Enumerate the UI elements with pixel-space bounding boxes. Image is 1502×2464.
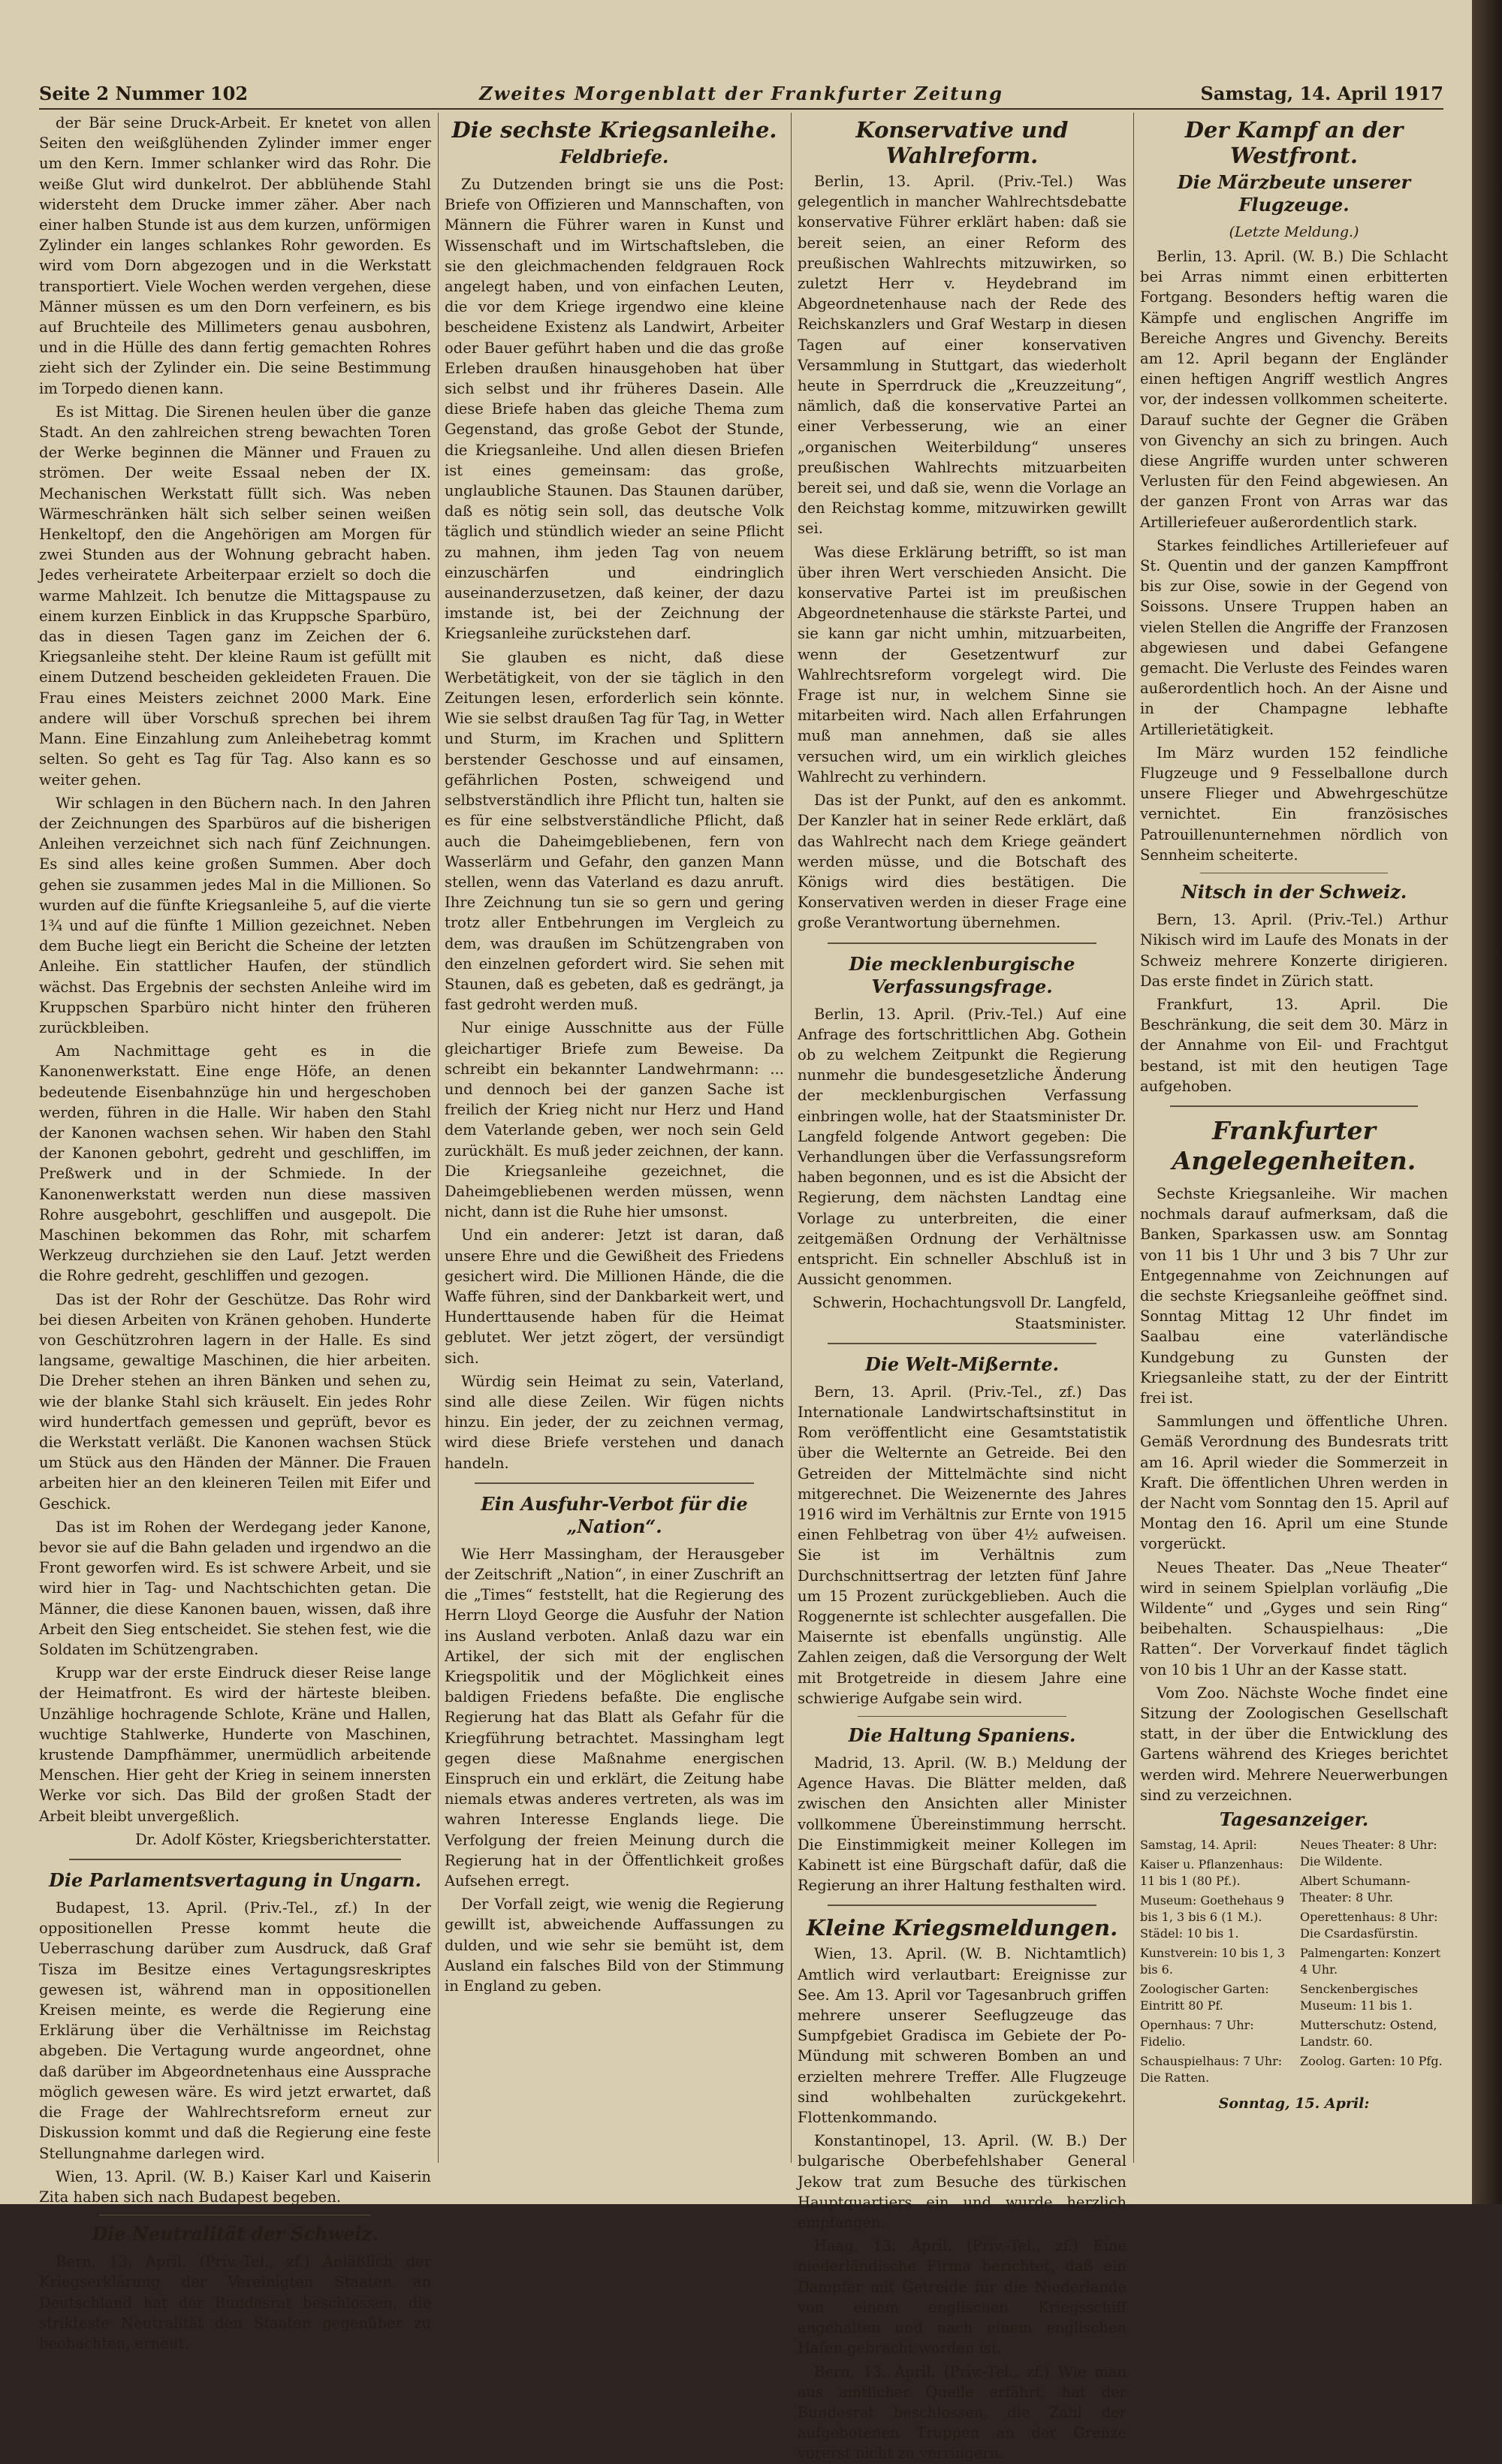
- article-headline: Die Parlamentsvertagung in Ungarn.: [49, 1869, 421, 1892]
- article-text: Neues Theater. Das „Neue Theater“ wird in seinem Spielplan vorläufig „Die Wildente“ und „Gyges und sein Ring“ beibehalten. Schauspielhaus: „Die Ratten“. Der Vorverkauf findet täglich von 10 bis 1 Uhr an der Kasse statt.: [1140, 1558, 1448, 1678]
- listing-item: Neues Theater: 8 Uhr: Die Wildente.: [1300, 1838, 1437, 1869]
- section-headline: Frankfurter Angelegenheiten.: [1172, 1115, 1416, 1175]
- listing-item: Zoolog. Garten: 10 Pfg.: [1300, 2054, 1443, 2069]
- article-text: Berlin, 13. April. (W. B.) Die Schlacht bei Arras nimmt einen erbitterten Fortgang. Besonders heftig waren die Kämpfe und englischen Angriffe im Bereiche Angres und Givenchy. Bereits am 12. April begann der Engländer einen heftigen Angriff westlich Angres vor, der indessen vollkommen scheiterte. Darauf suchte der Gegner die Gräben von Givenchy an sich zu bringen. Auch diese Angriffe wurden unter schweren Verlusten für den Feind abgewiesen. An der ganzen Front von Arras war das Artilleriefeuer außerordentlich stark.: [1140, 248, 1448, 531]
- article-signature: Dr. Adolf Köster, Kriegsberichterstatter.: [135, 1830, 431, 1848]
- page-header: [39, 81, 1443, 110]
- article-headline: Die Haltung Spaniens.: [848, 1724, 1076, 1747]
- article-headline: Konservative und Wahlreform.: [855, 117, 1069, 168]
- article-text: Bern, 13. April. (Priv.-Tel., zf.) Anläßlich der Kriegserklärung der Vereinigten Staaten an Deutschland hat der Bundesrat beschlossen, die strikteste Neutralität den Staaten gegenüber zu beobachten, erneut.: [39, 2253, 431, 2352]
- listing-item: Operettenhaus: 8 Uhr: Die Csardasfürstin.: [1300, 1910, 1438, 1941]
- listing-item: Kunstverein: 10 bis 1, 3 bis 6.: [1140, 1946, 1286, 1977]
- article-headline: Die mecklenburgische Verfassungsfrage.: [849, 952, 1075, 997]
- article-divider: [475, 1482, 754, 1484]
- article-headline: Die sechste Kriegsanleihe.: [451, 117, 777, 143]
- article-text: Berlin, 13. April. (Priv.-Tel.) Was gelegentlich in mancher Wahlrechtsdebatte konservative Führer erklärt haben: daß sie bereit seien, an einer Reform des preußischen Wahlrechts mitzuwirken, so zuletzt Herr v. Heydebrand im Abgeordnetenhause nach der Rede des Reichskanzlers und Graf Westarp in diesen Tagen auf einer konservativen Versammlung in Stuttgart, das wiederholt heute in Sperrdruck die „Kreuzzeitung“, nämlich, daß die konservative Partei an einer Verbesserung, wie an einer „organischen Weiterbildung“ unseres preußischen Wahlrechts mitzuarbeiten bereit sei, und daß sie, wenn die Vorlage an den Reichstag komme, mitzuwirken gewillt sei.: [798, 173, 1126, 538]
- listing-item: Schauspielhaus: 7 Uhr: Die Ratten.: [1140, 2054, 1283, 2086]
- article-text: Der Vorfall zeigt, wie wenig die Regierung gewillt ist, abweichende Auffassungen zu dulden, und wie sehr sie bemüht ist, dem Ausland ein falsches Bild von der Stimmung in England zu geben.: [445, 1896, 784, 1995]
- article-text: Und ein anderer: Jetzt ist daran, daß unsere Ehre und die Gewißheit des Friedens gesichert wird. Die Millionen Hände, die die Waffe führen, sind der Dankbarkeit wert, und Hunderttausende haben für die Heimat geblutet. Wer jetzt zögert, der versündigt sich.: [445, 1226, 784, 1367]
- listing-day-heading: Sonntag, 15. April:: [1218, 2095, 1370, 2113]
- column-3: [798, 113, 1126, 2462]
- article-text: Sammlungen und öffentliche Uhren. Gemäß Verordnung des Bundesrats tritt am 16. April wieder die Sommerzeit in Kraft. Die öffentlichen Uhren werden in der Nacht vom Sonntag den 15. April auf Montag den 16. April um eine Stunde vorgerückt.: [1140, 1413, 1448, 1553]
- article-divider: [858, 1716, 1066, 1717]
- article-text: Krupp war der erste Eindruck dieser Reise lange der Heimatfront. Es wird der härteste bleiben. Unzählige hochragende Schlote, Kräne und Hallen, wuchtige Stahlwerke, Hunderte von Maschinen, krustende Dampfhämmer, unermüdlich arbeitende Menschen. Hier geht der Krieg in seinem innersten Werke vor sich. Das Bild der großen Stadt der Arbeit bleibt unvergeßlich.: [39, 1664, 431, 1825]
- column-2: [445, 113, 784, 2163]
- article-text: Budapest, 13. April. (Priv.-Tel., zf.) In der oppositionellen Presse kommt heute die Ueberraschung darüber zum Ausdruck, daß Graf Tisza im Besitze eines Vertagungsreskriptes gewesen ist, während man in oppositionellen Kreisen meinte, es werde die Regierung eine Erklärung über die Verhältnisse im Reichstag abgeben. Die Vertagung wurde angeordnet, ohne daß darüber im Abgeordnetenhaus eine Aussprache möglich gewesen wäre. Es wird jetzt erwartet, daß die Frage der Wahlrechtsreform erneut zur Diskussion kommt und daß die Regierung eine feste Stellungnahme darlegen wird.: [39, 1899, 431, 2162]
- article-headline: Tagesanzeiger.: [1219, 1808, 1369, 1831]
- article-text: Bern, 13. April. (Priv.-Tel., zf.) Das Internationale Landwirtschaftsinstitut in Rom veröffentlicht eine Gesamtstatistik über die Welternte an Getreide. Bei den Getreiden der Mittelmächte sind nicht mitgerechnet. Die Weizenernte des Jahres 1916 wird im Verhältnis zur Ernte von 1915 einen Fehlbetrag von über 4½ aufweisen. Sie ist im Verhältnis zum Durchschnittsertrag der letzten fünf Jahre um 15 Prozent zurückgeblieben. Auch die Roggenernte ist schlechter ausgefallen. Die Maisernte ist ebenfalls ungünstig. Alle Zahlen zeigen, daß die Versorgung der Welt mit Brotgetreide in diesem Jahre eine schwierige Aufgabe sein wird.: [798, 1383, 1126, 1707]
- article-text: Das ist der Punkt, auf den es ankommt. Der Kanzler hat in seiner Rede erklärt, daß das Wahlrecht nach dem Kriege geändert werden müsse, und die Botschaft des Königs wird dies bestätigen. Die Konservativen werden in dieser Frage eine große Verantwortung übernehmen.: [798, 792, 1126, 932]
- article-text: Das ist im Rohen der Werdegang jeder Kanone, bevor sie auf die Bahn geladen und irgendwo an die Front geworfen wird. Es ist schwere Arbeit, und sie wird hier in Tag- und Nachtschichten getan. Die Männer, die diese Kanonen bauen, wissen, daß ihre Arbeit den Sieg entscheidet. Sie stehen fest, wie die Soldaten im Schützengraben.: [39, 1518, 431, 1659]
- column-4: [1140, 113, 1448, 2163]
- article-text: Wien, 13. April. (W. B.) Kaiser Karl und Kaiserin Zita haben sich nach Budapest begeben.: [39, 2167, 431, 2206]
- article-text: Nur einige Ausschnitte aus der Fülle gleichartiger Briefe zum Beweise. Da schreibt ein bekannter Landwehrmann: ... und dennoch bei der ganzen Sache ist freilich der Krieg nicht nur Herz und Hand dem Vaterlande geben, wer noch sein Geld zurückhält. Es muß jeder zeichnen, der kann. Die Kriegsanleihe gezeichnet, die Daheimgebliebenen werden müssen, wenn nicht, dann ist die Ruhe hier umsonst.: [445, 1019, 784, 1221]
- article-text: Haag, 13. April. (Priv.-Tel., zf.) Eine niederländische Firma berichtet, daß ein Dampfer mit Getreide für die Niederlande von einem englischen Kriegsschiff angehalten und nach einem englischen Hafen gebracht worden ist.: [798, 2237, 1126, 2357]
- article-divider: [828, 1343, 1096, 1344]
- article-divider: [69, 1859, 401, 1860]
- article-note: (Letzte Meldung.): [1229, 224, 1359, 240]
- column-1: [39, 113, 431, 2352]
- page-date: Samstag, 14. April 1917: [1200, 83, 1443, 104]
- listing-item: Albert Schumann-Theater: 8 Uhr.: [1300, 1874, 1410, 1905]
- column-rule: [791, 113, 792, 2163]
- article-text: Am Nachmittage geht es in die Kanonenwerkstatt. Eine enge Höfe, an denen bedeutende Eisenbahnzüge hin und hergeschoben werden, führen in die Halle. Wir haben den Stahl der Kanonen wachsen sehen. Wir haben den Stahl der Kanonen gebohrt, gedreht und geschliffen, im Preßwerk und in der Schmiede. In der Kanonenwerkstatt werden nun diese massiven Rohre ausgebohrt, geschliffen und ausgepolt. Die Maschinen bekommen das Rohr, mit scharfem Werkzeug durchziehen sie den Lauf. Jetzt werden die Rohre gedreht, geschliffen und gezogen.: [39, 1042, 431, 1285]
- listing-item: Palmengarten: Konzert 4 Uhr.: [1300, 1946, 1441, 1977]
- listing-item: Opernhaus: 7 Uhr: Fidelio.: [1140, 2018, 1254, 2049]
- page-edge-shadow: [1472, 0, 1502, 2204]
- listing-item: Senckenbergisches Museum: 11 bis 1.: [1300, 1982, 1419, 2013]
- article-text: Wir schlagen in den Büchern nach. In den Jahren der Zeichnungen des Sparbüros auf die bisherigen Anleihen verzeichnet sich nach fünf Zeichnungen. Es sind alles keine großen Summen. Aber doch gehen sie zusammen jedes Mal in die Millionen. So wurden auf die fünfte Kriegsanleihe 5, auf die vierte 1¾ und auf die fünfte 1 Million gezeichnet. Neben dem Buche liegt ein Bericht die Scheine der letzten Anleihe. Ein stattlicher Haufen, der stündlich wächst. Das Ergebnis der sechsten Anleihe wird im Kruppschen Sparbüro nicht hinter den früheren zurückbleiben.: [39, 794, 431, 1036]
- article-headline: Kleine Kriegsmeldungen.: [806, 1915, 1118, 1941]
- article-text: Wien, 13. April. (W. B. Nichtamtlich) Amtlich wird verlautbart: Ereignisse zur See. Am 13. April vor Tagesanbruch griffen mehrere unserer Seeflugzeuge das Sumpfgebiet Gradisca im Gebiete der Po-Mündung mit schweren Bomben an und erzielten mehrere Treffer. Alle Flugzeuge sind wohlbehalten zurückgekehrt. Flottenkommando.: [798, 1945, 1126, 2127]
- article-headline: Nitsch in der Schweiz.: [1181, 881, 1407, 903]
- article-text: der Bär seine Druck-Arbeit. Er knetet von allen Seiten den weißglühenden Zylinder immer enger um den Kern. Immer schlanker wird das Rohr. Die weiße Glut wird dunkelrot. Der abblühende Stahl widersteht dem Drucke immer zäher. Aber nach einer halben Stunde ist aus dem kurzen, unförmigen Zylinder ein langes schlankes Rohr geworden. Es wird vom Dorn abgezogen und in die Werkstatt transportiert. Viele Wochen werden vergehen, diese Männer müssen es um den Dorn verfeinern, es bis auf Bruchteile des Millimeters genau ausbohren, und in die Hülle des dann fertig gemachten Rohres zieht sich der Zylinder ein. Die seine Bestimmung im Torpedo dienen kann.: [39, 114, 431, 397]
- article-text: Bern, 13. April. (Priv.-Tel., zf.) Wie man aus amtlicher Quelle erfährt, hat der Bundesrat beschlossen, die Zahl der aufgebotenen Truppen an der Grenze vorerst nicht zu verringern.: [798, 2363, 1126, 2462]
- listing-item: Mutterschutz: Ostend, Landstr. 60.: [1300, 2018, 1437, 2049]
- listing-item: Kaiser u. Pflanzenhaus: 11 bis 1 (80 Pf.).: [1140, 1857, 1283, 1889]
- article-text: Berlin, 13. April. (Priv.-Tel.) Auf eine Anfrage des fortschrittlichen Abg. Gothein ob zu welchem Zeitpunkt die Regierung nunmehr die bundesgesetzliche Änderung der mecklenburgischen Verfassung einbringen wolle, hat der Staatsminister Dr. Langfeld folgende Antwort gegeben: Die Verhandlungen über die Verfassungsreform haben begonnen, und es ist die Absicht der Regierung, dem nächsten Landtag eine Vorlage zu unterbreiten, die einer zeitgemäßen Ordnung der Verhältnisse entspricht. Ein schneller Abschluß ist in Aussicht genommen.: [798, 1005, 1126, 1289]
- article-headline: Die Welt-Mißernte.: [865, 1353, 1059, 1375]
- article-headline: Der Kampf an der Westfront.: [1184, 117, 1404, 168]
- article-text: Wie Herr Massingham, der Herausgeber der Zeitschrift „Nation“, in einer Zuschrift an die „Times“ feststellt, hat die Regierung des Herrn Lloyd George die Ausfuhr der Nation ins Ausland verboten. Anlaß dazu war ein Artikel, der sich mit der englischen Kriegspolitik und der Möglichkeit eines baldigen Friedens befaßte. Die englische Regierung hat das Blatt als Gefahr für die Kriegführung betrachtet. Massingham legt gegen diese Maßnahme energischen Einspruch ein und erklärt, die Zeitung habe niemals etwas anderes vertreten, als was im wahren Interesse Englands liege. Die Verfolgung der freien Meinung durch die Regierung hat in der Öffentlichkeit großes Aufsehen erregt.: [445, 1545, 784, 1890]
- article-text: Sechste Kriegsanleihe. Wir machen nochmals darauf aufmerksam, daß die Banken, Sparkassen usw. am Sonntag von 11 bis 1 Uhr und 3 bis 7 Uhr zur Entgegennahme von Zeichnungen auf die sechste Kriegsanleihe geöffnet sind. Sonntag Mittag 12 Uhr findet im Saalbau eine vaterländische Kundgebung zu Gunsten der Kriegsanleihe statt, zu der der Eintritt frei ist.: [1140, 1184, 1448, 1407]
- article-subheadline: Die Märzbeute unserer Flugzeuge.: [1177, 171, 1411, 216]
- article-subheadline: Feldbriefe.: [559, 146, 669, 167]
- article-text: Zu Dutzenden bringt sie uns die Post: Briefe von Offizieren und Mannschaften, von Männern die Führer waren in Kunst und Wissenschaft und im Wirtschaftsleben, die sie den gleichmachenden feldgrauen Rock angelegt haben, und von einfachen Leuten, die vor dem Kriege irgendwo eine kleine bescheidene Existenz als Landwirt, Arbeiter oder Bauer geführt haben und die das große Erleben draußen hinausgehoben hat über sich selbst und ihr früheres Dasein. Alle diese Briefe haben das gleiche Thema zum Gegenstand, das große Gebot der Stunde, die Kriegsanleihe. Und allen diesen Briefen ist eines gemeinsam: das große, unglaubliche Staunen. Das Staunen darüber, daß es nötig sein soll, das deutsche Volk täglich und stündlich wieder an seine Pflicht zu mahnen, ihm jeden Tag von neuem einzuschärfen und eindringlich auseinanderzusetzen, daß keiner, der dazu imstande ist, bei der Zeichnung der Kriegsanleihe zurückstehen darf.: [445, 176, 784, 643]
- listing-item: Zoologischer Garten: Eintritt 80 Pf.: [1140, 1982, 1269, 2013]
- article-text: Vom Zoo. Nächste Woche findet eine Sitzung der Zoologischen Gesellschaft statt, in der über die Entwicklung des Gartens während des Krieges berichtet werden wird. Mehrere Neuerwerbungen sind zu verzeichnen.: [1140, 1684, 1448, 1804]
- column-rule: [438, 113, 439, 2163]
- page-number: Seite 2 Nummer 102: [39, 83, 249, 104]
- article-divider: [1170, 1105, 1418, 1107]
- article-text: Starkes feindliches Artilleriefeuer auf St. Quentin und der ganzen Kampffront bis zur Oise, sowie in der Gegend von Soissons. Unsere Truppen haben an vielen Stellen die Angriffe der Franzosen abgewiesen und dabei Gefangene gemacht. Die Verluste des Feindes waren außerordentlich hoch. An der Aisne und in der Champagne lebhafte Artillerietätigkeit.: [1140, 536, 1448, 738]
- events-listing: [1140, 1837, 1448, 2086]
- article-text: Sie glauben es nicht, daß diese Werbetätigkeit, von der sie täglich in den Zeitungen lesen, erforderlich sein könnte. Wie sie selbst draußen Tag für Tag, in Wetter und Sturm, im Krachen und Splittern berstender Geschosse und auf einsamen, gefährlichen Posten, schweigend und selbstverständlich ihre Pflicht tun, halten sie es für eine selbstverständliche Pflicht, daß auch die Daheimgebliebenen, fern von Wasserlärm und Gefahr, den ganzen Mann stellen, wenn das Vaterland es dazu anruft. Ihre Zeichnung tun sie so gern und gering trotz aller Entbehrungen im Vergleich zu dem, was draußen im Schützengraben von den einzelnen gefordert wird. Sie sehen mit Staunen, daß es gebeten, daß es gedrängt, ja fast gedroht werden muß.: [445, 648, 784, 1014]
- article-signature: Schwerin, Hochachtungsvoll Dr. Langfeld, Staatsminister.: [812, 1294, 1126, 1332]
- article-headline: Die Neutralität der Schweiz.: [92, 2223, 379, 2245]
- article-text: Madrid, 13. April. (W. B.) Meldung der Agence Havas. Die Blätter melden, daß zwischen den Ansichten aller Minister vollkommene Übereinstimmung herrscht. Die Einstimmigkeit meiner Kollegen im Kabinett ist eine Bürgschaft dafür, daß die Regierung an ihrer Haltung festhalten wird.: [798, 1754, 1126, 1895]
- article-divider: [828, 942, 1096, 944]
- article-text: Das ist der Rohr der Geschütze. Das Rohr wird bei diesen Arbeiten von Kränen gehoben. Hunderte von Geschützrohren lagern in der Halle. Es sind langsame, gewaltige Maschinen, die hier arbeiten. Die Dreher stehen an ihren Bänken und sehen zu, wie der blanke Stahl sich kräuselt. Ein jedes Rohr wird hundertfach gemessen und geprüft, bevor es die Werkstatt verläßt. Die Kanonen wachsen Stück um Stück aus den Händen der Männer. Die Frauen arbeiten hier an den kleineren Teilen mit Eifer und Geschick.: [39, 1290, 431, 1512]
- article-text: Im März wurden 152 feindliche Flugzeuge und 9 Fesselballone durch unsere Flieger und Abwehrgeschütze vernichtet. Ein französisches Patrouillenunternehmen nördlich von Sennheim scheiterte.: [1140, 743, 1448, 864]
- article-text: Frankfurt, 13. April. Die Beschränkung, die seit dem 30. März in der Annahme von Eil- und Frachtgut bestand, ist mit den heutigen Tage aufgehoben.: [1140, 995, 1448, 1095]
- article-text: Würdig sein Heimat zu sein, Vaterland, sind alle diese Zeilen. Wir fügen nichts hinzu. Ein jeder, der zu zeichnen vermag, wird diese Briefe verstehen und danach handeln.: [445, 1372, 784, 1472]
- article-text: Es ist Mittag. Die Sirenen heulen über die ganze Stadt. An den zahlreichen streng bewachten Toren der Werke beginnen die Männer und Frauen zu strömen. Der weite Essaal neben der IX. Mechanischen Werkstatt füllt sich. Was neben Wärmeschränken hält sich selber seinen weißen Henkeltopf, den die Angehörigen am Morgen für zwei Stunden aus der Wohnung gebracht haben. Jedes verheiratete Arbeiterpaar erzielt so doch die warme Mahlzeit. Ich benutze die Mittagspause zu einem kurzen Einblick in das Kruppsche Sparbüro, das in diesen Tagen ganz im Zeichen der 6. Kriegsanleihe steht. Der kleine Raum ist gefüllt mit einem Dutzend bescheiden gekleideten Frauen. Die Frau eines Meisters zeichnet 2000 Mark. Eine andere will über Vorschuß sprechen bei ihrem Mann. Eine Einzahlung zum Anleihebetrag kommt selten. So geht es Tag für Tag. Also kann es so weiter gehen.: [39, 403, 431, 789]
- article-divider: [828, 1905, 1096, 1906]
- listing-item: Museum: Goethehaus 9 bis 1, 3 bis 6 (1 M.). Städel: 10 bis 1.: [1140, 1893, 1285, 1941]
- listing-item: Samstag, 14. April:: [1140, 1838, 1257, 1853]
- column-rule: [1133, 113, 1134, 2163]
- masthead: Zweites Morgenblatt der Frankfurter Zeitung: [479, 83, 1003, 104]
- article-text: Was diese Erklärung betrifft, so ist man über ihren Wert verschieden Ansicht. Die konservative Partei ist im preußischen Abgeordnetenhause die stärkste Partei, und sie kann gar nicht umhin, mitzuarbeiten, wenn der Gesetzentwurf zur Wahlrechtsreform vorgelegt wird. Die Frage ist nur, in welchem Sinne sie mitarbeiten wird. Nach allen Erfahrungen muß man annehmen, daß sie alles versuchen wird, um ein wirklich gleiches Wahlrecht zu verhindern.: [798, 543, 1126, 786]
- article-headline: Ein Ausfuhr-Verbot für die „Nation“.: [481, 1492, 748, 1537]
- article-text: Bern, 13. April. (Priv.-Tel.) Arthur Nikisch wird im Laufe des Monats in der Schweiz mehrere Konzerte dirigieren. Das erste findet in Zürich statt.: [1140, 911, 1448, 990]
- article-text: Konstantinopel, 13. April. (W. B.) Der bulgarische Oberbefehlshaber General Jekow trat zum Besuche des türkischen Hauptquartiers ein und wurde herzlich empfangen.: [798, 2132, 1126, 2232]
